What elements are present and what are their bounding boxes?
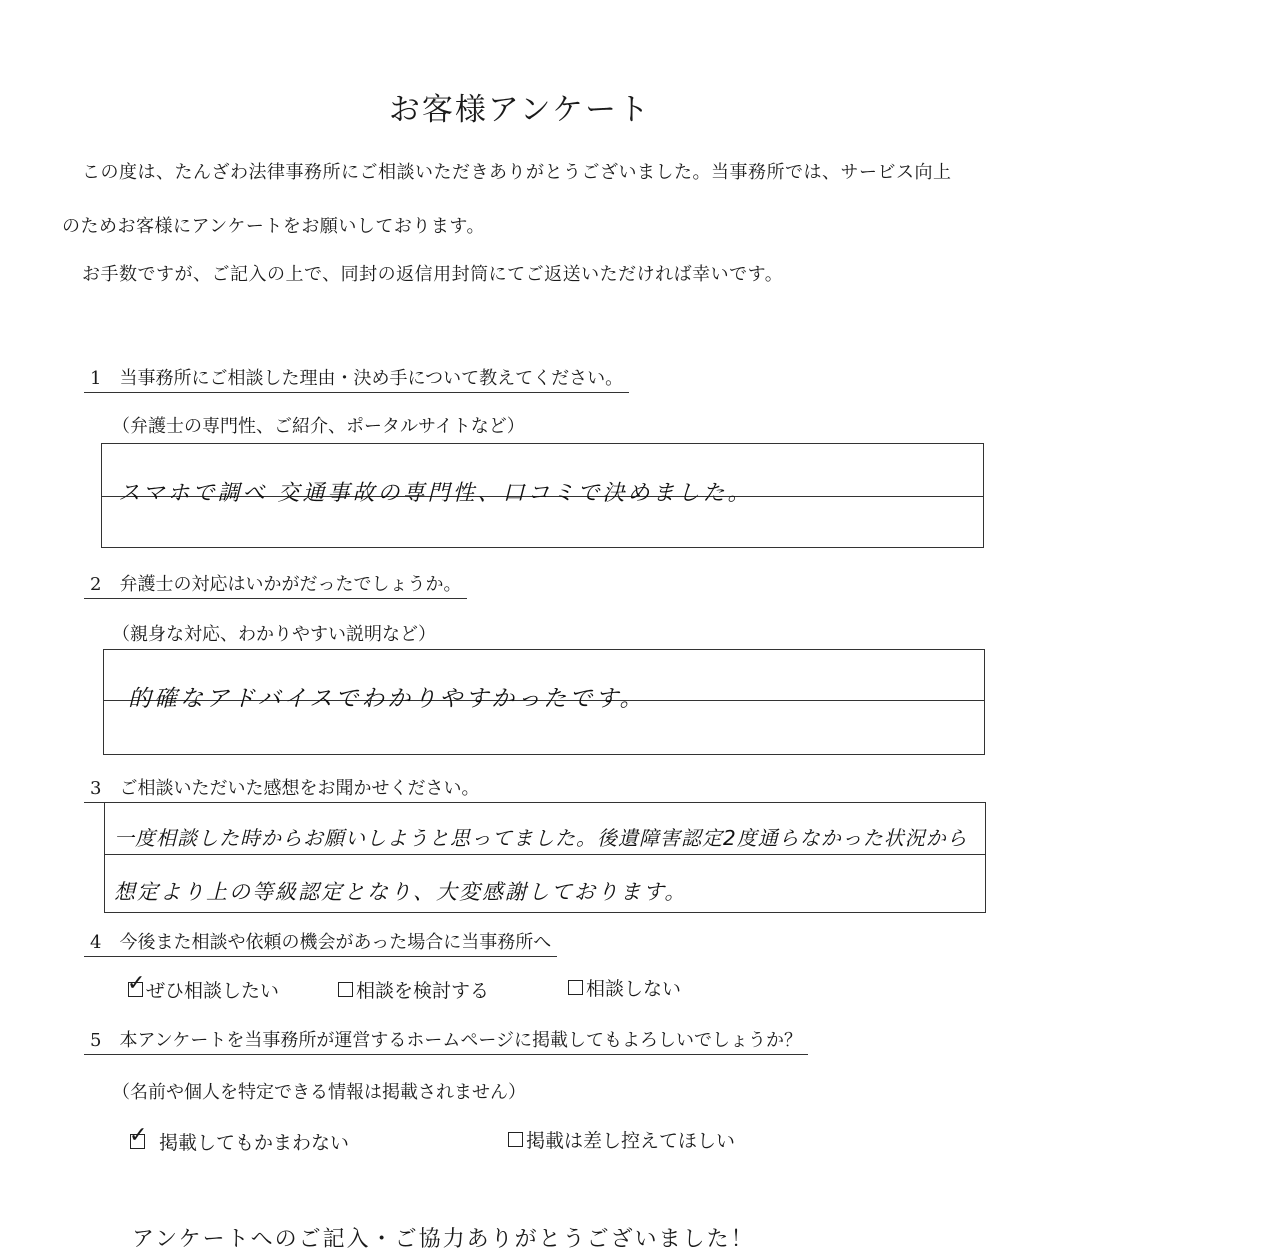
question-1-answer: スマホで調べ 交通事故の専門性、口コミで決めました。 xyxy=(118,481,753,506)
checkmark-icon: ✓ xyxy=(127,971,146,996)
question-4-label: 4 今後また相談や依頼の機会があった場合に当事務所へ xyxy=(84,928,557,957)
option-label: ぜひ相談したい xyxy=(146,980,280,1002)
option-publish-ok[interactable] xyxy=(129,1123,350,1155)
option-label: 相談しない xyxy=(586,978,682,1000)
option-label: 掲載は差し控えてほしい xyxy=(526,1130,736,1152)
checkbox[interactable] xyxy=(129,1123,148,1149)
checkbox[interactable] xyxy=(568,980,583,995)
intro-line-2: のためお客様にアンケートをお願いしております。 xyxy=(62,216,485,237)
question-5-hint: （名前や個人を特定できる情報は掲載されません） xyxy=(112,1082,526,1103)
option-label: 掲載してもかまわない xyxy=(159,1132,350,1154)
option-consult-no[interactable] xyxy=(568,974,681,1001)
question-5-label: 5 本アンケートを当事務所が運営するホームページに掲載してもよろしいでしょうか？ xyxy=(84,1026,808,1055)
option-consult-yes[interactable] xyxy=(127,971,280,1003)
checkbox[interactable] xyxy=(127,971,146,997)
checkmark-icon: ✓ xyxy=(129,1123,148,1148)
checkbox[interactable] xyxy=(338,982,353,997)
question-2-answer: 的確なアドバイスでわかりやすかったです。 xyxy=(128,686,646,712)
option-label: 相談を検討する xyxy=(356,980,490,1002)
option-publish-decline[interactable] xyxy=(508,1126,735,1153)
option-consult-consider[interactable] xyxy=(338,976,489,1003)
question-2-hint: （親身な対応、わかりやすい説明など） xyxy=(112,624,436,645)
intro-line-3: お手数ですが、ご記入の上で、同封の返信用封筒にてご返送いただければ幸いです。 xyxy=(82,264,784,285)
question-1-label: 1 当事務所にご相談した理由・決め手について教えてください。 xyxy=(84,364,629,393)
question-2-label: 2 弁護士の対応はいかがだったでしょうか。 xyxy=(84,570,467,599)
checkbox[interactable] xyxy=(508,1132,523,1147)
closing-message: アンケートへのご記入・ご協力ありがとうございました！ xyxy=(132,1227,755,1252)
survey-title: お客様アンケート xyxy=(388,92,652,128)
question-3-label: 3 ご相談いただいた感想をお聞かせください。 xyxy=(84,774,485,803)
question-1-hint: （弁護士の専門性、ご紹介、ポータルサイトなど） xyxy=(112,416,525,437)
question-3-answer-line-2: 想定より上の等級認定となり、大変感謝しております。 xyxy=(114,880,688,904)
answer-rule xyxy=(105,854,985,855)
intro-line-1: この度は、たんざわ法律事務所にご相談いただきありがとうございました。当事務所では、サービス向上 xyxy=(82,162,952,183)
question-3-answer-line-1: 一度相談した時からお願いしようと思ってました。後遺障害認定2度通らなかった状況から xyxy=(114,826,968,850)
